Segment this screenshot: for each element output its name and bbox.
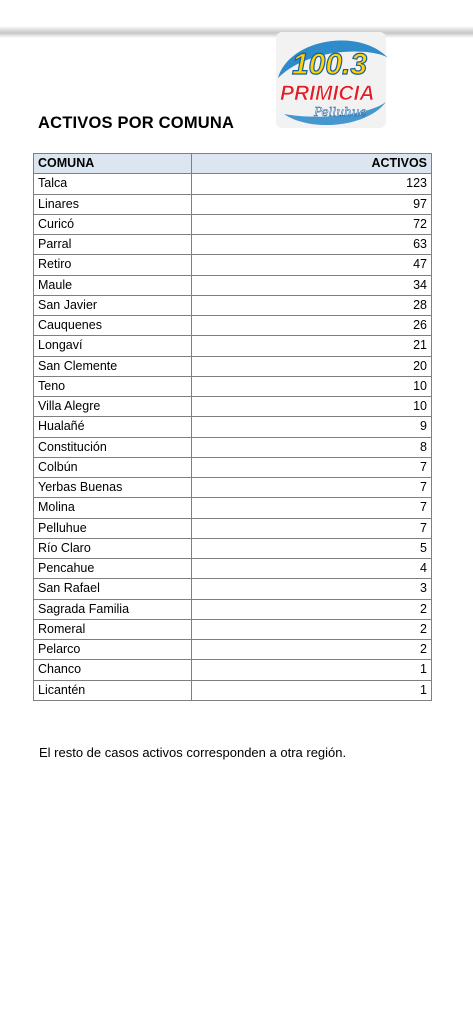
cell-comuna: Villa Alegre xyxy=(34,397,192,417)
cell-comuna: Cauquenes xyxy=(34,316,192,336)
table-row xyxy=(34,579,432,599)
cell-comuna: Pencahue xyxy=(34,559,192,579)
cell-comuna: Romeral xyxy=(34,619,192,639)
activos-table xyxy=(33,153,432,701)
column-header-activos: ACTIVOS xyxy=(192,154,432,174)
cell-activos: 7 xyxy=(192,518,432,538)
cell-comuna: Maule xyxy=(34,275,192,295)
table-row xyxy=(34,457,432,477)
cell-comuna: Hualañé xyxy=(34,417,192,437)
cell-comuna: Retiro xyxy=(34,255,192,275)
cell-activos: 34 xyxy=(192,275,432,295)
cell-activos: 20 xyxy=(192,356,432,376)
page-title: ACTIVOS POR COMUNA xyxy=(38,114,235,132)
table-row xyxy=(34,235,432,255)
table-row xyxy=(34,538,432,558)
table-row xyxy=(34,478,432,498)
table-row xyxy=(34,255,432,275)
cell-comuna: Longaví xyxy=(34,336,192,356)
cell-comuna: Curicó xyxy=(34,214,192,234)
table-row xyxy=(34,498,432,518)
cell-activos: 21 xyxy=(192,336,432,356)
table-row xyxy=(34,559,432,579)
cell-comuna: Constitución xyxy=(34,437,192,457)
logo-script: Pelluhue xyxy=(314,105,367,119)
cell-activos: 10 xyxy=(192,397,432,417)
cell-comuna: Teno xyxy=(34,376,192,396)
column-header-comuna: COMUNA xyxy=(34,154,192,174)
table-header-row xyxy=(34,154,432,174)
table-row xyxy=(34,599,432,619)
cell-comuna: San Rafael xyxy=(34,579,192,599)
footer-note: El resto de casos activos corresponden a otra región. xyxy=(39,745,347,760)
cell-activos: 7 xyxy=(192,498,432,518)
cell-activos: 123 xyxy=(192,174,432,194)
cell-comuna: Licantén xyxy=(34,680,192,700)
cell-comuna: Colbún xyxy=(34,457,192,477)
table-row xyxy=(34,437,432,457)
table-row xyxy=(34,680,432,700)
radio-logo xyxy=(270,28,392,132)
table-row xyxy=(34,518,432,538)
cell-activos: 7 xyxy=(192,478,432,498)
cell-activos: 9 xyxy=(192,417,432,437)
cell-comuna: Pelarco xyxy=(34,640,192,660)
cell-comuna: Sagrada Familia xyxy=(34,599,192,619)
cell-comuna: Chanco xyxy=(34,660,192,680)
cell-comuna: Molina xyxy=(34,498,192,518)
table-row xyxy=(34,316,432,336)
cell-activos: 2 xyxy=(192,640,432,660)
cell-activos: 4 xyxy=(192,559,432,579)
cell-activos: 3 xyxy=(192,579,432,599)
table-row xyxy=(34,640,432,660)
table-row xyxy=(34,376,432,396)
cell-activos: 8 xyxy=(192,437,432,457)
table-row xyxy=(34,417,432,437)
table-row xyxy=(34,356,432,376)
cell-comuna: Yerbas Buenas xyxy=(34,478,192,498)
top-bar xyxy=(0,0,473,38)
cell-activos: 1 xyxy=(192,660,432,680)
cell-activos: 5 xyxy=(192,538,432,558)
cell-comuna: San Javier xyxy=(34,295,192,315)
cell-activos: 97 xyxy=(192,194,432,214)
table-row xyxy=(34,397,432,417)
cell-activos: 28 xyxy=(192,295,432,315)
table-row xyxy=(34,214,432,234)
cell-activos: 63 xyxy=(192,235,432,255)
cell-comuna: Río Claro xyxy=(34,538,192,558)
cell-activos: 2 xyxy=(192,599,432,619)
cell-comuna: San Clemente xyxy=(34,356,192,376)
cell-activos: 26 xyxy=(192,316,432,336)
cell-activos: 10 xyxy=(192,376,432,396)
cell-comuna: Talca xyxy=(34,174,192,194)
cell-comuna: Linares xyxy=(34,194,192,214)
table-row xyxy=(34,619,432,639)
cell-activos: 47 xyxy=(192,255,432,275)
table-row xyxy=(34,174,432,194)
table-row xyxy=(34,194,432,214)
table-row xyxy=(34,336,432,356)
cell-activos: 72 xyxy=(192,214,432,234)
cell-comuna: Pelluhue xyxy=(34,518,192,538)
logo-number: 100.3 xyxy=(292,48,368,81)
table-row xyxy=(34,275,432,295)
cell-comuna: Parral xyxy=(34,235,192,255)
cell-activos: 7 xyxy=(192,457,432,477)
table-row xyxy=(34,660,432,680)
logo-brand: PRIMICIA xyxy=(280,82,375,105)
table-row xyxy=(34,295,432,315)
cell-activos: 2 xyxy=(192,619,432,639)
cell-activos: 1 xyxy=(192,680,432,700)
